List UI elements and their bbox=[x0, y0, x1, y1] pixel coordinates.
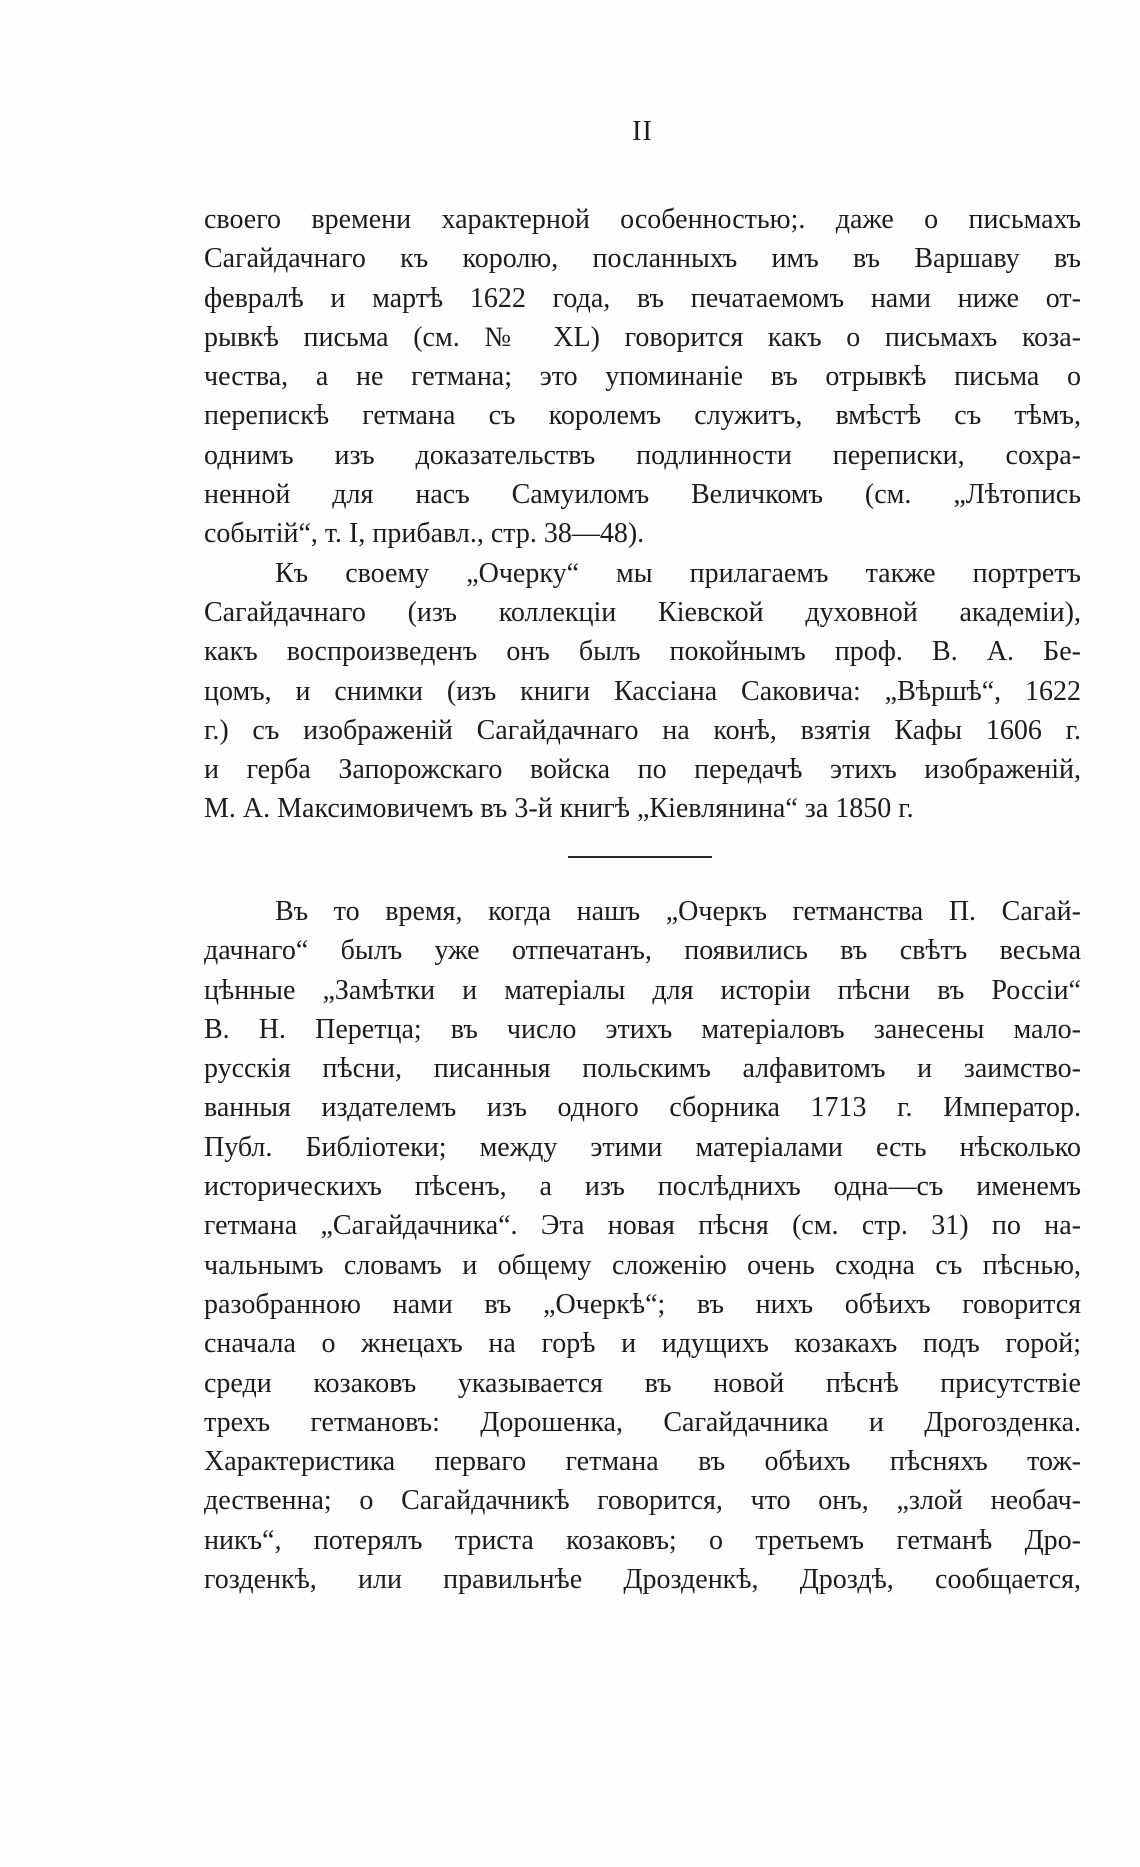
paragraph bbox=[204, 200, 1081, 554]
text-line: гетмана „Сагайдачника“. Эта новая пѣсня (см. стр. 31) по на- bbox=[204, 1210, 1081, 1242]
text-line: событій“, т. I, прибавл., стр. 38—48). bbox=[204, 518, 645, 550]
text-line: Сагайдачнаго (изъ коллекціи Кіевской духовной академіи), bbox=[204, 596, 1081, 628]
text-line: своего времени характерной особенностью;. даже о письмахъ bbox=[204, 204, 1081, 235]
text-line: рывкѣ письма (см. № XL) говорится какъ о письмахъ коза- bbox=[204, 321, 1081, 353]
text-line: сначала о жнецахъ на горѣ и идущихъ козакахъ подъ горой; bbox=[204, 1328, 1081, 1360]
text-line: чальнымъ словамъ и общему сложенію очень сходна съ пѣснью, bbox=[204, 1249, 1081, 1281]
text-line: Къ своему „Очерку“ мы прилагаемъ также портретъ bbox=[275, 557, 1081, 589]
text-line: среди козаковъ указывается въ новой пѣснѣ присутствіе bbox=[204, 1367, 1081, 1399]
text-line: Въ то время, когда нашъ „Очеркъ гетманства П. Сагай- bbox=[275, 896, 1081, 927]
text-line: ненной для насъ Самуиломъ Величкомъ (см. „Лѣтопись bbox=[204, 479, 1081, 511]
page-number: II bbox=[632, 116, 653, 147]
text-line: историческихъ пѣсенъ, а изъ послѣднихъ одна—съ именемъ bbox=[204, 1171, 1081, 1203]
text-line: какъ воспроизведенъ онъ былъ покойнымъ проф. В. А. Бе- bbox=[204, 636, 1081, 668]
text-line: и герба Запорожскаго войска по передачѣ этихъ изображеній, bbox=[204, 754, 1081, 786]
text-line: г.) съ изображеній Сагайдачнаго на конѣ, взятія Кафы 1606 г. bbox=[204, 714, 1081, 746]
text-line: дественна; о Сагайдачникѣ говорится, что онъ, „злой необач- bbox=[204, 1485, 1081, 1517]
text-line: Сагайдачнаго къ королю, посланныхъ имъ въ Варшаву въ bbox=[204, 243, 1081, 275]
text-line: перепискѣ гетмана съ королемъ служитъ, вмѣстѣ съ тѣмъ, bbox=[204, 400, 1081, 432]
text-line: никъ“, потерялъ триста козаковъ; о третьемъ гетманѣ Дро- bbox=[204, 1524, 1081, 1556]
paragraph bbox=[204, 554, 1081, 829]
text-line: цѣнные „Замѣтки и матеріалы для исторіи пѣсни въ Россіи“ bbox=[204, 974, 1081, 1006]
text-line: Характеристика перваго гетмана въ обѣихъ пѣсняхъ тож- bbox=[204, 1446, 1081, 1478]
section-divider bbox=[568, 856, 712, 858]
text-line: В. Н. Перетца; въ число этихъ матеріаловъ занесены мало- bbox=[204, 1013, 1081, 1045]
paragraph bbox=[204, 892, 1081, 1599]
text-line: февралѣ и мартѣ 1622 года, въ печатаемомъ нами ниже от- bbox=[204, 282, 1081, 314]
text-line: чества, а не гетмана; это упоминаніе въ отрывкѣ письма о bbox=[204, 361, 1081, 393]
text-block-upper bbox=[204, 200, 1081, 829]
text-line: цомъ, и снимки (изъ книги Кассіана Саковича: „Вѣршѣ“, 1622 bbox=[204, 675, 1081, 707]
text-line: дачнаго“ былъ уже отпечатанъ, появились въ свѣтъ весьма bbox=[204, 935, 1081, 967]
text-line: трехъ гетмановъ: Дорошенка, Сагайдачника и Дрогозденка. bbox=[204, 1406, 1081, 1438]
text-block-lower bbox=[204, 892, 1081, 1599]
text-line: однимъ изъ доказательствъ подлинности переписки, сохра- bbox=[204, 439, 1081, 471]
text-line: М. А. Максимовичемъ въ 3-й книгѣ „Кіевлянина“ за 1850 г. bbox=[204, 793, 914, 825]
text-line: Публ. Библіотеки; между этими матеріалами есть нѣсколько bbox=[204, 1131, 1081, 1163]
text-line: гозденкѣ, или правильнѣе Дрозденкѣ, Дроздѣ, сообщается, bbox=[204, 1564, 1081, 1596]
text-line: русскія пѣсни, писанныя польскимъ алфавитомъ и заимство- bbox=[204, 1053, 1081, 1085]
text-line: разобранною нами въ „Очеркѣ“; въ нихъ обѣихъ говорится bbox=[204, 1288, 1081, 1320]
text-line: ванныя издателемъ изъ одного сборника 1713 г. Император. bbox=[204, 1092, 1081, 1124]
